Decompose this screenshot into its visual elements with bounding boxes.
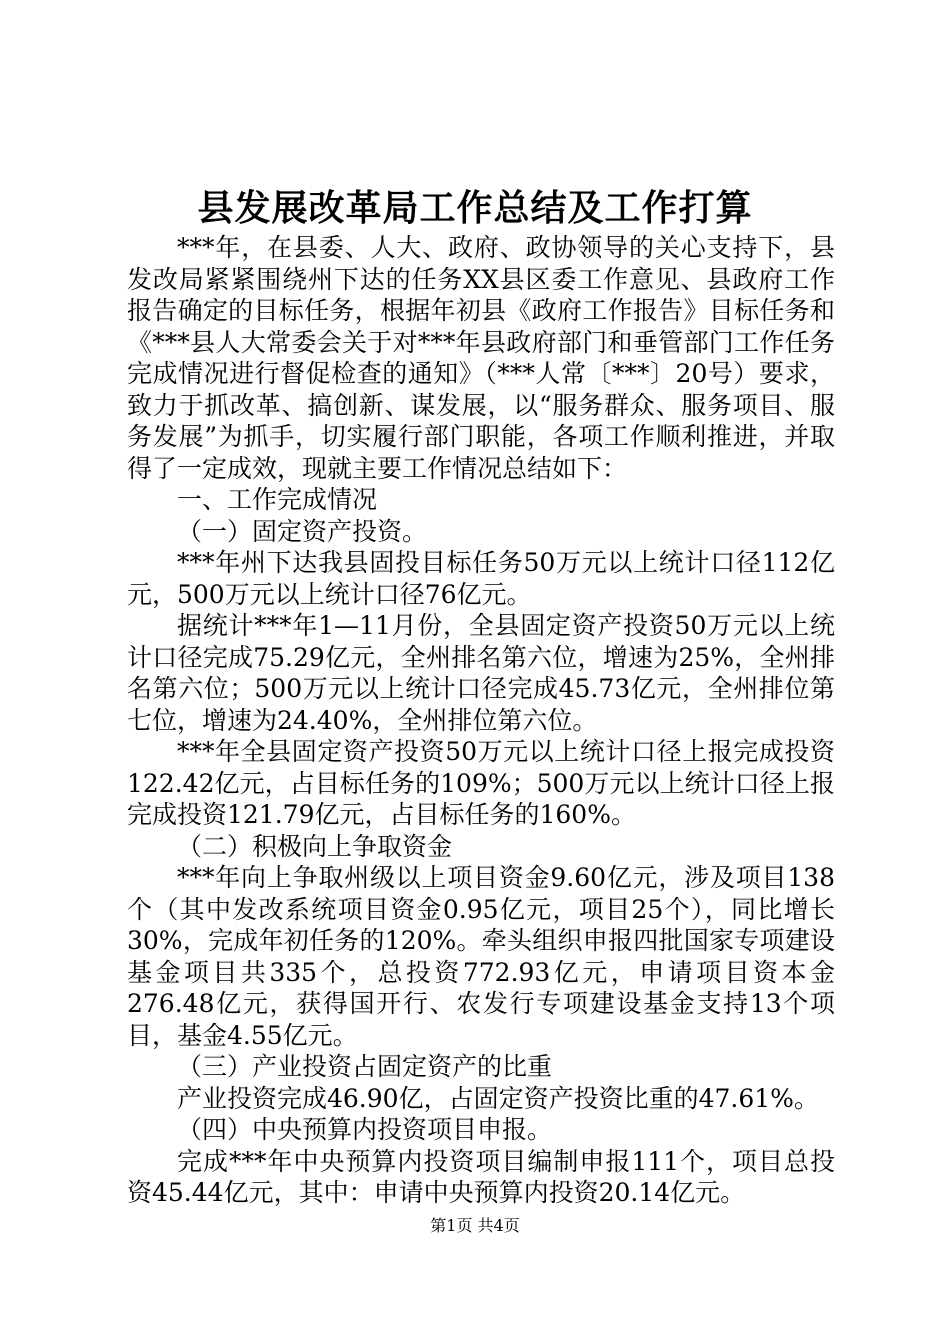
- subsection-heading: （三）产业投资占固定资产的比重: [177, 1052, 553, 1081]
- paragraph: 据统计***年1—11月份，全县固定资产投资50万元以上统计口径完成75.29亿元，全州排名第六位，增速为25%，全州排名第六位；500万元以上统计口径完成45.73亿元，全州排位第七位，增速为24.40%，全州排位第六位。: [127, 611, 835, 735]
- document-title: 县发展改革局工作总结及工作打算: [197, 187, 753, 229]
- paragraph: ***年全县固定资产投资50万元以上统计口径上报完成投资122.42亿元，占目标任务的109%；500万元以上统计口径上报完成投资121.79亿元，占目标任务的160%。: [127, 737, 835, 829]
- subsection-heading: （四）中央预算内投资项目申报。: [177, 1115, 553, 1144]
- paragraph-intro: ***年，在县委、人大、政府、政协领导的关心支持下，县发改局紧紧围绕州下达的任务XX县区委工作意见、县政府工作报告确定的目标任务，根据年初县《政府工作报告》目标任务和《***县人大常委会关于对***年县政府部门和垂管部门工作任务完成情况进行督促检查的通知》（***人常〔***〕20号）要求，致力于抓改革、搞创新、谋发展，以“服务群众、服务项目、服务发展”为抓手，切实履行部门职能，各项工作顺利推进，并取得了一定成效，现就主要工作情况总结如下：: [127, 233, 835, 483]
- document-body: [127, 232, 835, 1209]
- subsection-heading: （二）积极向上争取资金: [177, 831, 453, 861]
- paragraph: 完成***年中央预算内投资项目编制申报111个，项目总投资45.44亿元，其中：申请中央预算内投资20.14亿元。: [127, 1146, 835, 1207]
- paragraph: 产业投资完成46.90亿，占固定资产投资比重的47.61%。: [177, 1083, 819, 1113]
- subsection-heading: （一）固定资产投资。: [177, 516, 428, 546]
- paragraph: ***年向上争取州级以上项目资金9.60亿元，涉及项目138个（其中发改系统项目资金0.95亿元，项目25个），同比增长30%，完成年初任务的120%。牵头组织申报四批国家专项建设基金项目共335个，总投资772.93亿元，申请项目资本金276.48亿元，获得国开行、农发行专项建设基金支持13个项目，基金4.55亿元。: [127, 863, 835, 1050]
- section-heading: 一、工作完成情况: [177, 485, 378, 514]
- paragraph: ***年州下达我县固投目标任务50万元以上统计口径112亿元，500万元以上统计口径76亿元。: [127, 548, 835, 609]
- page-footer: 第1页 共4页: [430, 1216, 520, 1235]
